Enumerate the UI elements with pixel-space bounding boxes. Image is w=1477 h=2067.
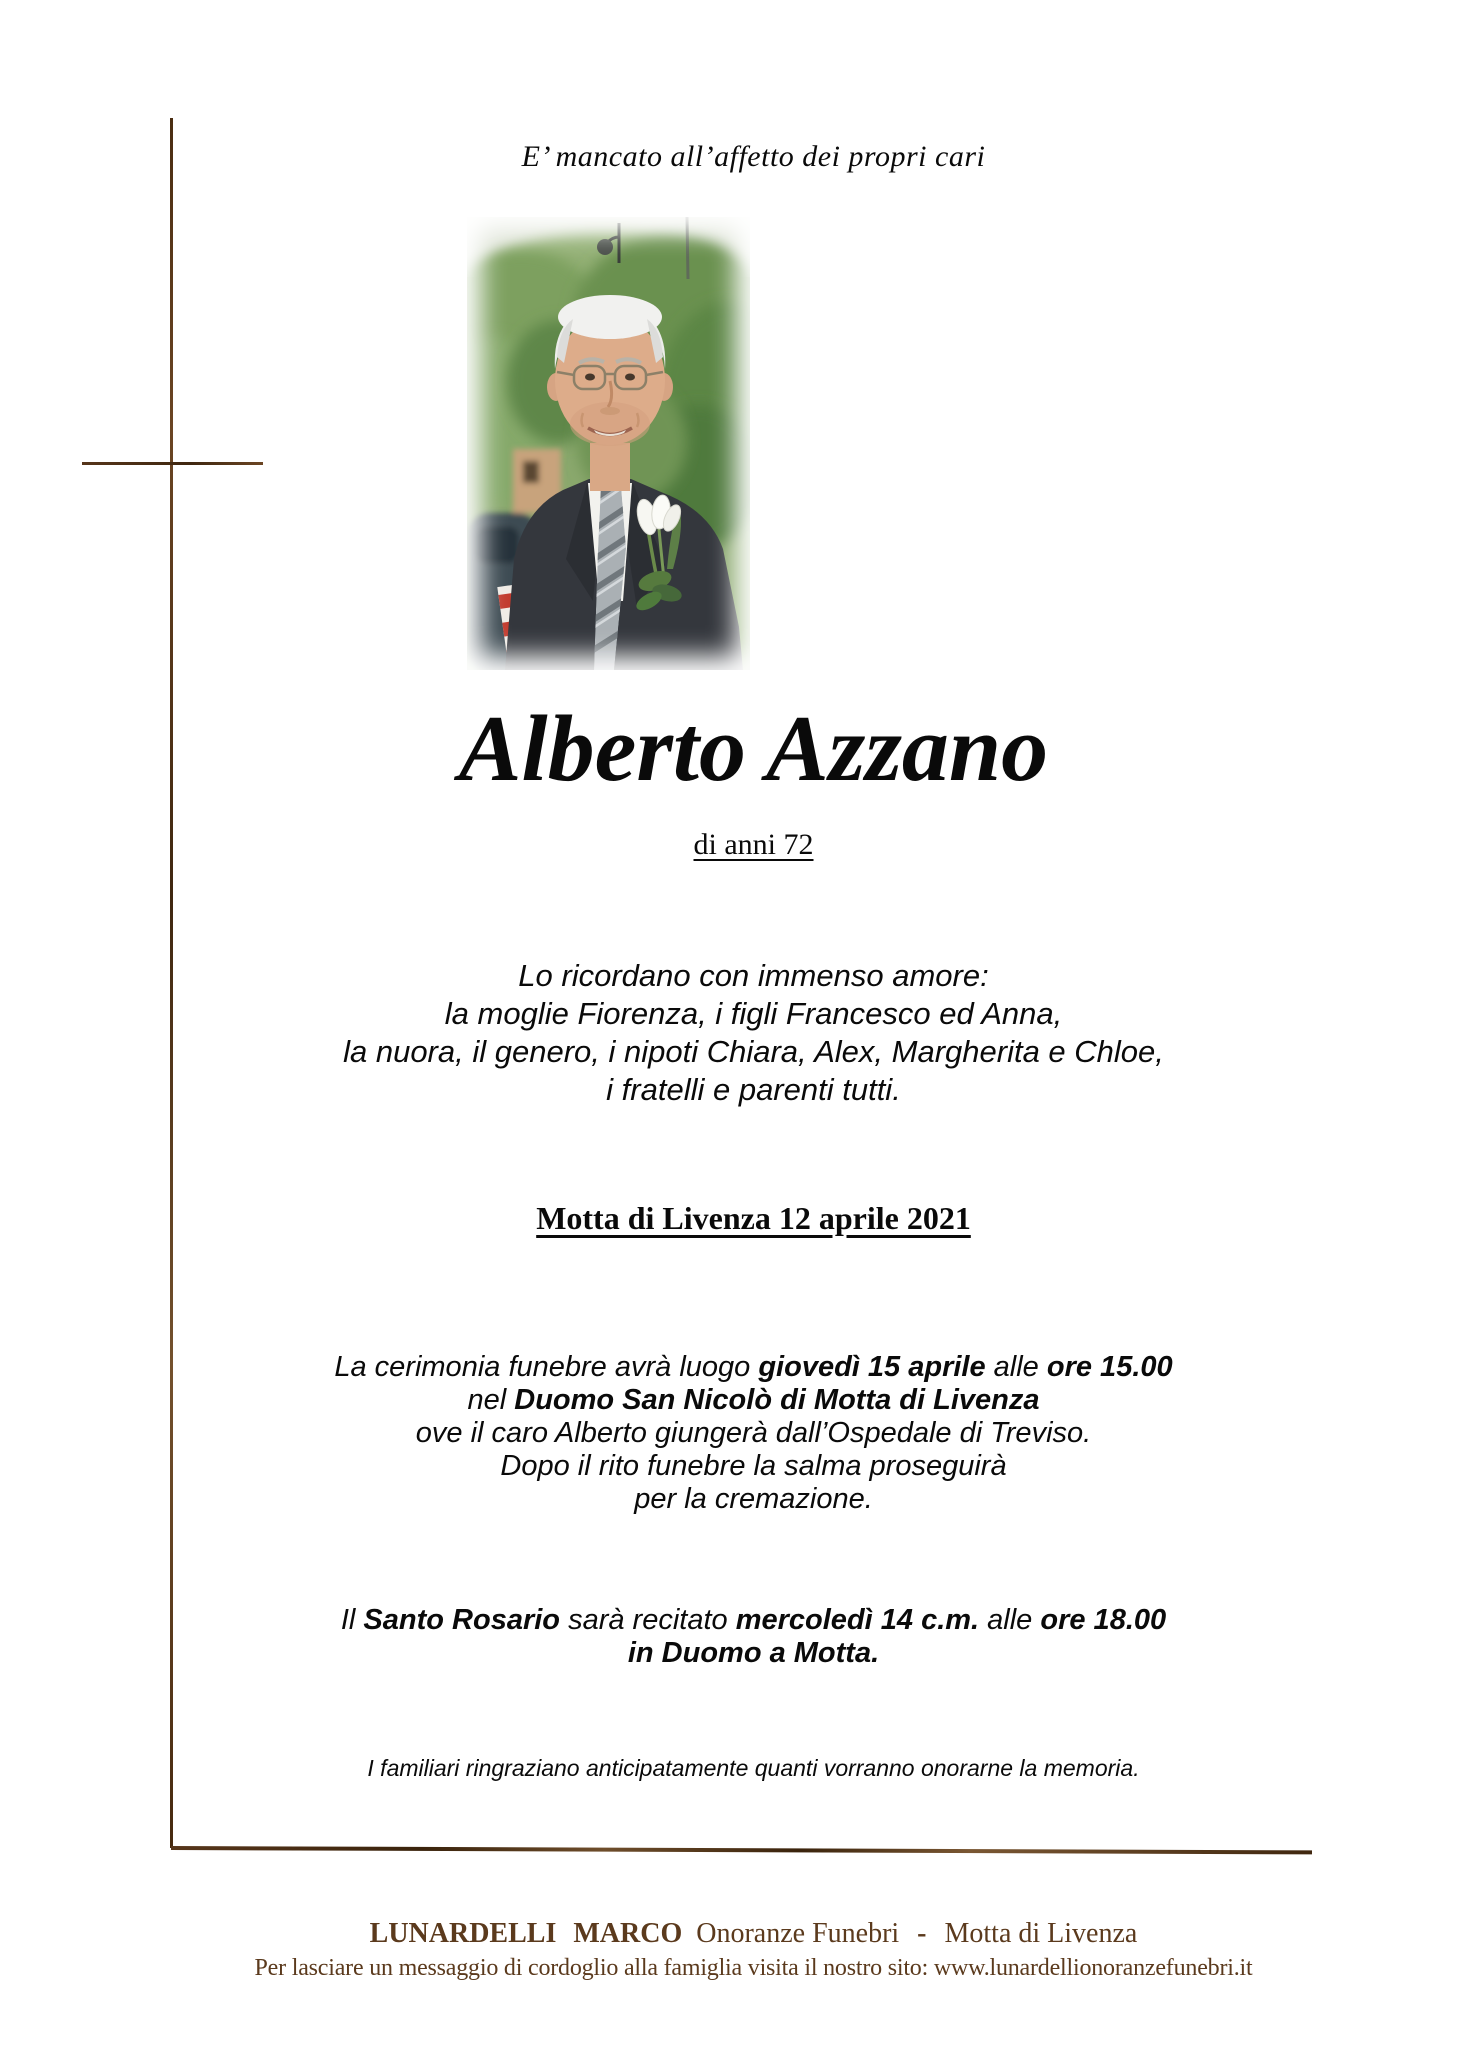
ceremony-line-1: [30, 1351, 1477, 1384]
rosary-day-bold: mercoledì 14 c.m.: [735, 1604, 980, 1636]
thanks-line: I familiari ringraziano anticipatamente quanti vorranno onorarne la memoria.: [367, 1755, 1140, 1781]
rosary-text: Il: [340, 1604, 364, 1636]
rosary-paragraph: [30, 1604, 1477, 1670]
ceremony-text: alle: [985, 1351, 1047, 1383]
memory-line: la nuora, il genero, i nipoti Chiara, Alex, Margherita e Chloe,: [343, 1034, 1164, 1069]
memory-line: i fratelli e parenti tutti.: [606, 1072, 901, 1107]
memory-paragraph: [30, 957, 1477, 1109]
memory-line: la moglie Fiorenza, i figli Francesco ed Anna,: [444, 996, 1063, 1031]
rosary-line-1: [30, 1604, 1477, 1637]
rosary-name-bold: Santo Rosario: [363, 1604, 561, 1636]
footer-website-line: Per lasciare un messaggio di cordoglio alla famiglia visita il nostro sito: www.lunardellionoranzefunebri.it: [254, 1955, 1253, 1981]
memory-line: Lo ricordano con immenso amore:: [518, 958, 989, 993]
opener-line: E’ mancato all’affetto dei propri cari: [521, 140, 986, 173]
place-date-text: Motta di Livenza 12 aprile 2021: [536, 1200, 971, 1236]
rosary-line-2: in Duomo a Motta.: [627, 1637, 880, 1669]
ceremony-line-3: ove il caro Alberto giungerà dall’Ospedale di Treviso.: [415, 1417, 1092, 1449]
ceremony-church-bold: Duomo San Nicolò di Motta di Livenza: [514, 1384, 1040, 1416]
rosary-text: sarà recitato: [560, 1604, 736, 1636]
ceremony-line-4: Dopo il rito funebre la salma proseguirà: [500, 1450, 1007, 1482]
ceremony-line-2: [30, 1384, 1477, 1417]
footer-company-name: LUNARDELLI MARCO: [369, 1918, 683, 1949]
ceremony-hour-bold: ore 15.00: [1046, 1351, 1173, 1383]
footer-dash: -: [917, 1918, 927, 1949]
footer-company-type: Onoranze Funebri: [696, 1918, 900, 1949]
age-line: [30, 828, 1477, 862]
ceremony-line-5: per la cremazione.: [634, 1483, 873, 1515]
ceremony-text: La cerimonia funebre avrà luogo: [334, 1351, 759, 1383]
place-date-line: [30, 1200, 1477, 1237]
deceased-name-heading: Alberto Azzano: [458, 697, 1049, 801]
age-line-text: di anni 72: [693, 828, 814, 861]
ceremony-text: nel: [467, 1384, 515, 1416]
ceremony-paragraph: [30, 1351, 1477, 1516]
rosary-text: alle: [979, 1604, 1041, 1636]
footer-city: Motta di Livenza: [944, 1918, 1138, 1949]
text-column: [30, 0, 1477, 2067]
rosary-hour-bold: ore 18.00: [1040, 1604, 1167, 1636]
ceremony-day-bold: giovedì 15 aprile: [758, 1351, 986, 1383]
footer-company-line: [30, 1918, 1477, 1950]
